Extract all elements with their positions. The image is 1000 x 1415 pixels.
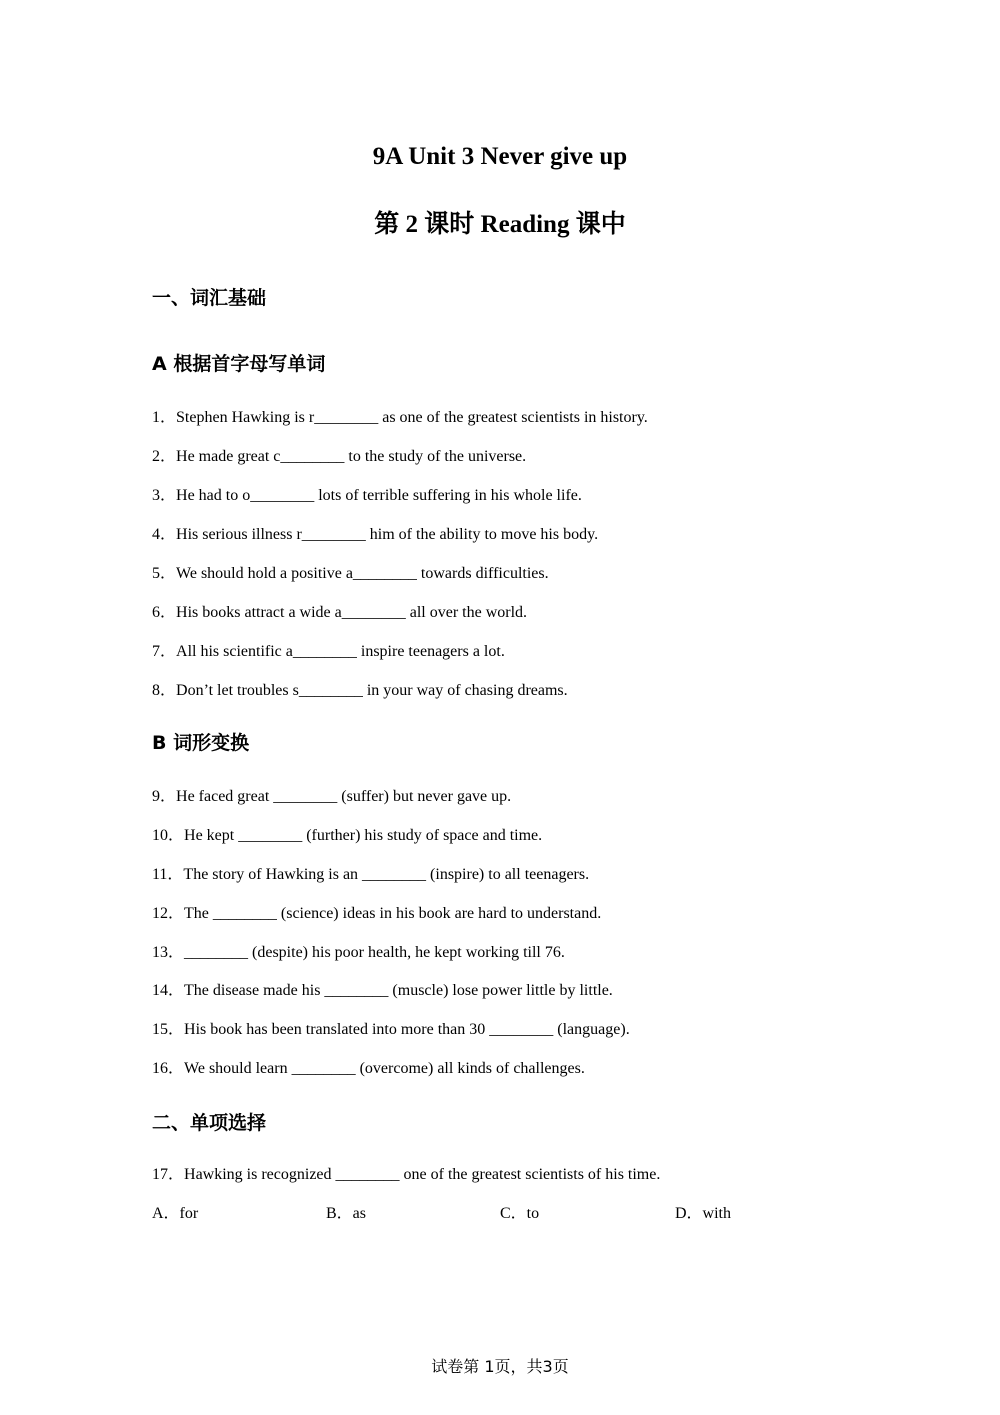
question-text: His book has been translated into more than 30 ________ (language). [184,1021,630,1038]
question-number: 11． [152,866,184,883]
question-10 [152,825,542,847]
question-number: 2． [152,448,177,465]
question-text: The story of Hawking is an ________ (inspire) to all teenagers. [183,866,590,883]
option-d[interactable]: D．with [675,1205,732,1222]
question-text: Stephen Hawking is r________ as one of the greatest scientists in history. [176,409,648,426]
question-15 [152,1019,630,1041]
page-footer: 试卷第 1页，共3页 [431,1357,569,1376]
question-11 [152,864,589,886]
question-text: He faced great ________ (suffer) but never gave up. [176,788,512,805]
question-12 [152,903,601,925]
question-number: 15． [152,1021,185,1038]
question-text: We should hold a positive a________ towards difficulties. [176,565,549,582]
question-number: 8． [152,682,177,699]
question-number: 5． [152,565,177,582]
question-text: All his scientific a________ inspire teenagers a lot. [176,643,505,660]
question-5 [152,563,549,585]
question-6 [152,602,527,624]
question-text: His books attract a wide a________ all over the world. [176,604,528,621]
question-number: 1． [152,409,177,426]
question-text: Hawking is recognized ________ one of the greatest scientists of his time. [184,1166,661,1183]
question-text: The ________ (science) ideas in his book are hard to understand. [184,905,602,922]
question-17 [152,1164,660,1186]
question-number: 9． [152,788,177,805]
page-title: 9A Unit 3 Never give up [372,143,628,170]
question-number: 4． [152,526,177,543]
page-subtitle: 第 2 课时 Reading 课中 [374,211,626,238]
question-9 [152,786,511,808]
question-8 [152,680,568,702]
question-text: He had to o________ lots of terrible suffering in his whole life. [176,487,582,504]
section-heading-vocabulary: 一、词汇基础 [152,287,267,309]
question-number: 10． [152,827,185,844]
question-number: 13． [152,944,185,961]
question-text: The disease made his ________ (muscle) lose power little by little. [184,982,613,999]
question-text: ________ (despite) his poor health, he kept working till 76. [184,944,565,961]
question-1 [152,407,648,429]
question-13 [152,942,565,964]
question-number: 12． [152,905,185,922]
question-number: 14． [152,982,185,999]
section-heading-multiple-choice: 二、单项选择 [152,1112,267,1134]
option-b[interactable]: B．as [326,1205,367,1222]
question-16 [152,1058,585,1080]
question-3 [152,485,582,507]
question-text: We should learn ________ (overcome) all kinds of challenges. [184,1060,585,1077]
question-text: Don’t let troubles s________ in your way of chasing dreams. [176,682,568,699]
question-number: 7． [152,643,177,660]
part-a-heading: A 根据首字母写单词 [152,353,326,375]
question-7 [152,641,505,663]
option-a[interactable]: A．for [152,1205,199,1222]
question-number: 16． [152,1060,185,1077]
question-number: 3． [152,487,177,504]
question-text: His serious illness r________ him of the ability to move his body. [176,526,599,543]
question-text: He made great c________ to the study of the universe. [176,448,527,465]
option-c[interactable]: C．to [500,1205,540,1222]
question-text: He kept ________ (further) his study of space and time. [184,827,543,844]
question-4 [152,524,598,546]
question-2 [152,446,526,468]
question-number: 17． [152,1166,185,1183]
question-14 [152,980,613,1002]
part-b-heading: B 词形变换 [152,732,250,754]
question-number: 6． [152,604,177,621]
